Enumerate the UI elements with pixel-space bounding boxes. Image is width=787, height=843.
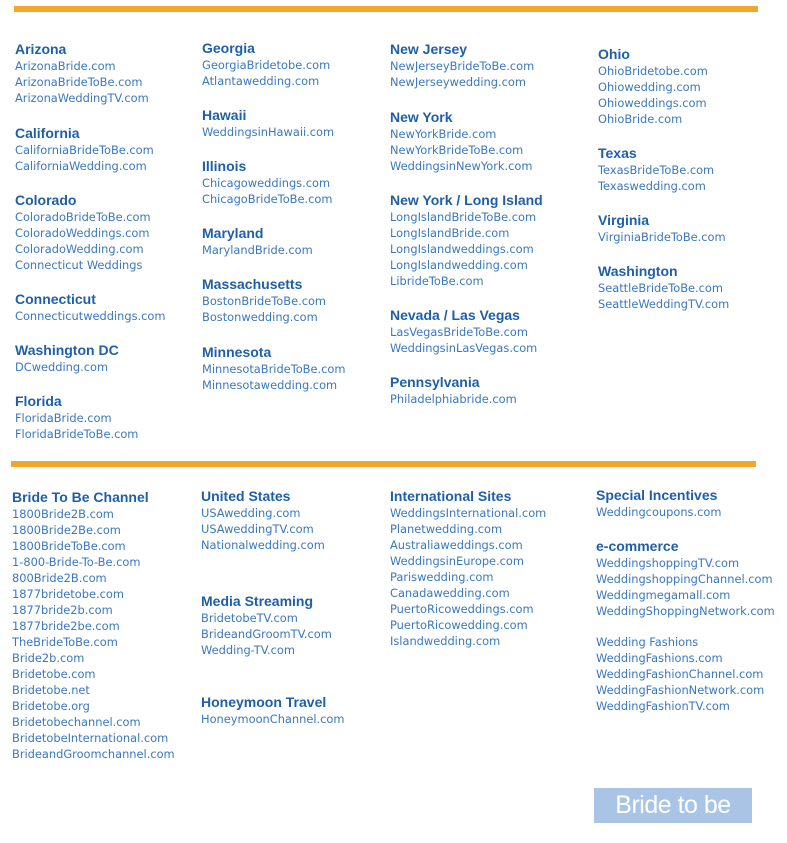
link-arizonabride-com[interactable]: ArizonaBride.com	[15, 59, 116, 73]
group-media-streaming	[201, 592, 332, 658]
link-longislandbridetobe-com[interactable]: LongIslandBrideToBe.com	[390, 210, 537, 224]
heading-e-commerce: e-commerce	[596, 538, 679, 554]
link-connecticutweddings-com[interactable]: Connecticutweddings.com	[15, 309, 166, 323]
link-lasvegasbridetobe-com[interactable]: LasVegasBrideToBe.com	[390, 325, 528, 339]
heading-media-streaming: Media Streaming	[201, 593, 314, 609]
link-arizonaweddingtv-com[interactable]: ArizonaWeddingTV.com	[15, 91, 149, 105]
link-longislandwedding-com[interactable]: LongIslandwedding.com	[390, 258, 528, 272]
logo-text: Bride to be	[615, 791, 731, 819]
group-international-sites	[390, 487, 546, 649]
link-weddingfashions-com[interactable]: WeddingFashions.com	[596, 651, 723, 665]
group-washington-dc	[15, 341, 119, 375]
group-washington	[598, 262, 729, 312]
middle-divider	[11, 461, 756, 467]
top-divider	[14, 6, 758, 12]
link-pariswedding-com[interactable]: Pariswedding.com	[390, 570, 494, 584]
link-californiabridetobe-com[interactable]: CaliforniaBrideToBe.com	[15, 143, 154, 157]
link-libridetobe-com[interactable]: LibrideToBe.com	[390, 274, 484, 288]
link-weddingcoupons-com[interactable]: Weddingcoupons.com	[596, 505, 722, 519]
group-new-york-long-island	[390, 191, 543, 289]
heading-hawaii: Hawaii	[202, 107, 247, 123]
link-bridetobetv-com[interactable]: BridetobeTV.com	[201, 611, 298, 625]
link-weddingsinternational-com[interactable]: WeddingsInternational.com	[390, 506, 547, 520]
link-australiaweddings-com[interactable]: Australiaweddings.com	[390, 538, 523, 552]
group-ohio	[598, 45, 708, 127]
link-longislandweddings-com[interactable]: LongIslandweddings.com	[390, 242, 534, 256]
bride-to-be-logo	[594, 788, 752, 823]
link-newjerseywedding-com[interactable]: NewJerseywedding.com	[390, 75, 526, 89]
link-coloradowedding-com[interactable]: ColoradoWedding.com	[15, 242, 144, 256]
link-1877bride2be-com[interactable]: 1877bride2be.com	[12, 619, 120, 633]
group-hawaii	[202, 106, 334, 140]
link-ohiobride-com[interactable]: OhioBride.com	[598, 112, 683, 126]
heading-nevada-las-vegas: Nevada / Las Vegas	[390, 307, 520, 323]
link-chicagoweddings-com[interactable]: Chicagoweddings.com	[202, 176, 331, 190]
heading-arizona: Arizona	[15, 41, 67, 57]
link-weddingmegamall-com[interactable]: Weddingmegamall.com	[596, 588, 731, 602]
link-weddingsinhawaii-com[interactable]: WeddingsinHawaii.com	[202, 125, 335, 139]
link-virginiabridetobe-com[interactable]: VirginiaBrideToBe.com	[598, 230, 726, 244]
heading-new-york-long-island: New York / Long Island	[390, 192, 543, 208]
link-1800bride2b-com[interactable]: 1800Bride2B.com	[12, 507, 114, 521]
heading-united-states: United States	[201, 488, 291, 504]
link-texaswedding-com[interactable]: Texaswedding.com	[598, 179, 706, 193]
link-bridetobeinternational-com[interactable]: BridetobeInternational.com	[12, 731, 169, 745]
link-usawedding-com[interactable]: USAwedding.com	[201, 506, 301, 520]
link-brideandgroomchannel-com[interactable]: BrideandGroomchannel.com	[12, 747, 175, 761]
group-new-york	[390, 108, 532, 174]
link-bridetobechannel-com[interactable]: Bridetobechannel.com	[12, 715, 141, 729]
heading-special-incentives: Special Incentives	[596, 487, 718, 503]
group-massachusetts	[202, 275, 326, 325]
link-weddingsinlasvegas-com[interactable]: WeddingsinLasVegas.com	[390, 341, 538, 355]
link-weddingsinnewyork-com[interactable]: WeddingsinNewYork.com	[390, 159, 533, 173]
link-minnesotabridetobe-com[interactable]: MinnesotaBrideToBe.com	[202, 362, 346, 376]
group-maryland	[202, 224, 313, 258]
link-1877bride2b-com[interactable]: 1877bride2b.com	[12, 603, 113, 617]
link-ohiowedding-com[interactable]: Ohiowedding.com	[598, 80, 701, 94]
heading-pennsylvania: Pennsylvania	[390, 374, 480, 390]
group-pennsylvania	[390, 373, 517, 407]
link-georgiabridetobe-com[interactable]: GeorgiaBridetobe.com	[202, 58, 331, 72]
heading-massachusetts: Massachusetts	[202, 276, 303, 292]
heading-new-york: New York	[390, 109, 453, 125]
link-1800bride2be-com[interactable]: 1800Bride2Be.com	[12, 523, 121, 537]
link-1877bridetobe-com[interactable]: 1877bridetobe.com	[12, 587, 124, 601]
link-weddingfashionchannel-com[interactable]: WeddingFashionChannel.com	[596, 667, 764, 681]
group-arizona	[15, 40, 149, 106]
group-california	[15, 124, 154, 174]
group-colorado	[15, 191, 151, 273]
heading-connecticut: Connecticut	[15, 291, 96, 307]
link-seattleweddingtv-com[interactable]: SeattleWeddingTV.com	[598, 297, 730, 311]
link-800bride2b-com[interactable]: 800Bride2B.com	[12, 571, 107, 585]
link-bridetobe-com[interactable]: Bridetobe.com	[12, 667, 96, 681]
link-brideandgroomtv-com[interactable]: BrideandGroomTV.com	[201, 627, 332, 641]
link-newyorkbride-com[interactable]: NewYorkBride.com	[390, 127, 497, 141]
link-wedding-tv-com[interactable]: Wedding-TV.com	[201, 643, 295, 657]
heading-texas: Texas	[598, 145, 637, 161]
link-ohiobridetobe-com[interactable]: OhioBridetobe.com	[598, 64, 708, 78]
heading-washington: Washington	[598, 263, 678, 279]
heading-colorado: Colorado	[15, 192, 77, 208]
link-weddingshoppingchannel-com[interactable]: WeddingshoppingChannel.com	[596, 572, 773, 586]
link-bostonbridetobe-com[interactable]: BostonBrideToBe.com	[202, 294, 327, 308]
link-arizonabridetobe-com[interactable]: ArizonaBrideToBe.com	[15, 75, 143, 89]
heading-washington-dc: Washington DC	[15, 342, 119, 358]
heading-bride-to-be-channel: Bride To Be Channel	[12, 489, 149, 505]
group-e-commerce	[596, 537, 775, 619]
group-bride-to-be-channel	[12, 488, 175, 762]
link-islandwedding-com[interactable]: Islandwedding.com	[390, 634, 501, 648]
group-texas	[598, 144, 714, 194]
group-connecticut	[15, 290, 166, 324]
link-planetwedding-com[interactable]: Planetwedding.com	[390, 522, 503, 536]
link-bride2b-com[interactable]: Bride2b.com	[12, 651, 85, 665]
link-bostonwedding-com[interactable]: Bostonwedding.com	[202, 310, 318, 324]
link-usaweddingtv-com[interactable]: USAweddingTV.com	[201, 522, 314, 536]
link-floridabride-com[interactable]: FloridaBride.com	[15, 411, 112, 425]
link-minnesotawedding-com[interactable]: Minnesotawedding.com	[202, 378, 338, 392]
heading-international-sites: International Sites	[390, 488, 512, 504]
link-weddingfashiontv-com[interactable]: WeddingFashionTV.com	[596, 699, 730, 713]
link-connecticut-weddings[interactable]: Connecticut Weddings	[15, 258, 143, 272]
group-special-incentives	[596, 486, 721, 520]
link-thebridetobe-com[interactable]: TheBrideToBe.com	[12, 635, 118, 649]
group-minnesota	[202, 343, 345, 393]
link-1800bridetobe-com[interactable]: 1800BrideToBe.com	[12, 539, 126, 553]
link-seattlebridetobe-com[interactable]: SeattleBrideToBe.com	[598, 281, 723, 295]
link-philadelphiabride-com[interactable]: Philadelphiabride.com	[390, 392, 517, 406]
link-newyorkbridetobe-com[interactable]: NewYorkBrideToBe.com	[390, 143, 524, 157]
heading-wedding-fashions: Wedding Fashions	[596, 635, 699, 649]
heading-georgia: Georgia	[202, 40, 255, 56]
link-honeymoonchannel-com[interactable]: HoneymoonChannel.com	[201, 712, 345, 726]
link-bridetobe-org[interactable]: Bridetobe.org	[12, 699, 90, 713]
heading-florida: Florida	[15, 393, 62, 409]
link-dcwedding-com[interactable]: DCwedding.com	[15, 360, 109, 374]
link-canadawedding-com[interactable]: Canadawedding.com	[390, 586, 510, 600]
link-weddingfashionnetwork-com[interactable]: WeddingFashionNetwork.com	[596, 683, 765, 697]
heading-virginia: Virginia	[598, 212, 650, 228]
heading-new-jersey: New Jersey	[390, 41, 468, 57]
link-longislandbride-com[interactable]: LongIslandBride.com	[390, 226, 510, 240]
group-nevada-las-vegas	[390, 306, 537, 356]
heading-maryland: Maryland	[202, 225, 264, 241]
link-nationalwedding-com[interactable]: Nationalwedding.com	[201, 538, 325, 552]
group-new-jersey	[390, 40, 534, 90]
link-coloradobridetobe-com[interactable]: ColoradoBrideToBe.com	[15, 210, 151, 224]
heading-minnesota: Minnesota	[202, 344, 272, 360]
group-united-states	[201, 487, 325, 553]
link-puertoricowedding-com[interactable]: PuertoRicowedding.com	[390, 618, 528, 632]
link-ohioweddings-com[interactable]: Ohioweddings.com	[598, 96, 707, 110]
group-illinois	[202, 157, 332, 207]
link-chicagobridetobe-com[interactable]: ChicagoBrideToBe.com	[202, 192, 333, 206]
heading-illinois: Illinois	[202, 158, 247, 174]
group-florida	[15, 392, 138, 442]
link-puertoricoweddings-com[interactable]: PuertoRicoweddings.com	[390, 602, 534, 616]
group-wedding-fashions	[596, 634, 764, 714]
link-weddingshoppingnetwork-com[interactable]: WeddingShoppingNetwork.com	[596, 604, 775, 618]
link-californiawedding-com[interactable]: CaliforniaWedding.com	[15, 159, 147, 173]
link-weddingsineurope-com[interactable]: WeddingsinEurope.com	[390, 554, 525, 568]
link-newjerseybridetobe-com[interactable]: NewJerseyBrideToBe.com	[390, 59, 535, 73]
link-floridabridetobe-com[interactable]: FloridaBrideToBe.com	[15, 427, 139, 441]
group-georgia	[202, 39, 330, 89]
group-virginia	[598, 211, 726, 245]
link-coloradoweddings-com[interactable]: ColoradoWeddings.com	[15, 226, 150, 240]
link-atlantawedding-com[interactable]: Atlantawedding.com	[202, 74, 320, 88]
link-texasbridetobe-com[interactable]: TexasBrideToBe.com	[598, 163, 715, 177]
link-1-800-bride-to-be-com[interactable]: 1-800-Bride-To-Be.com	[12, 555, 141, 569]
link-weddingshoppingtv-com[interactable]: WeddingshoppingTV.com	[596, 556, 740, 570]
heading-honeymoon-travel: Honeymoon Travel	[201, 694, 327, 710]
group-honeymoon-travel	[201, 693, 344, 727]
link-bridetobe-net[interactable]: Bridetobe.net	[12, 683, 90, 697]
heading-california: California	[15, 125, 80, 141]
heading-ohio: Ohio	[598, 46, 630, 62]
link-marylandbride-com[interactable]: MarylandBride.com	[202, 243, 313, 257]
